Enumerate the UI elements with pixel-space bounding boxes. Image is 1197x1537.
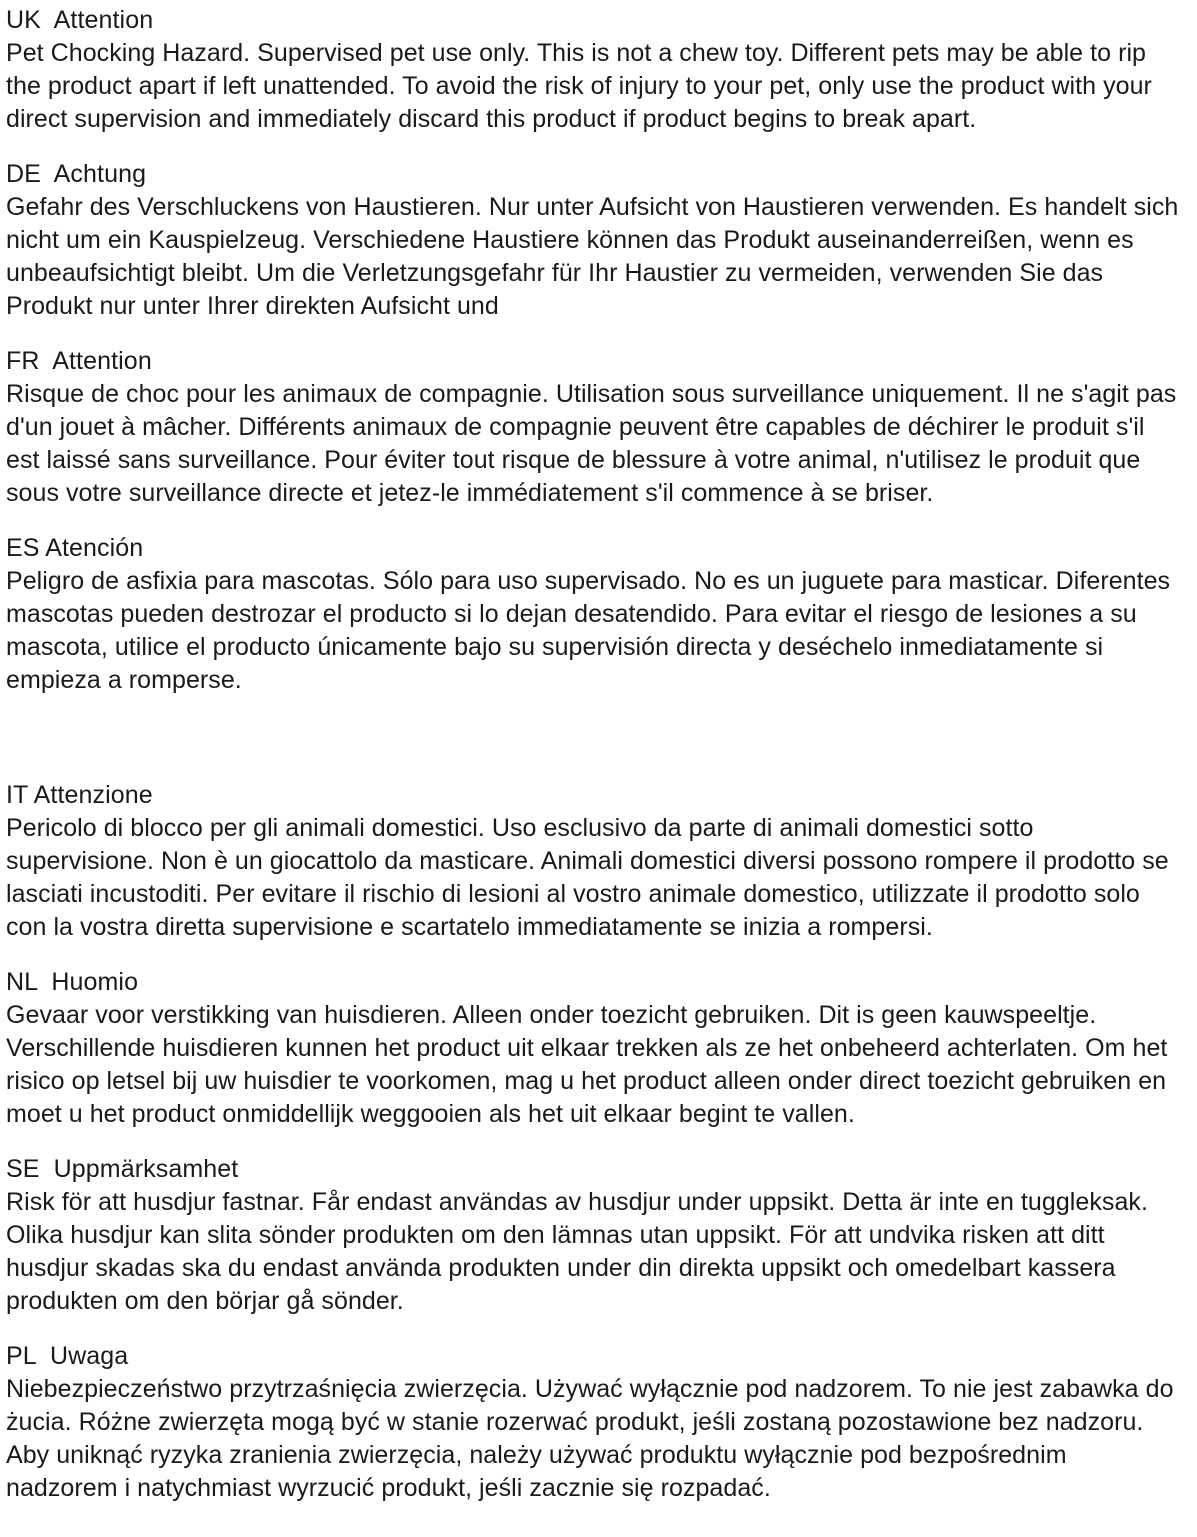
warning-section-body: Peligro de asfixia para mascotas. Sólo para uso supervisado. No es un juguete para masticar. Diferentes mascotas pueden destrozar el producto si lo dejan desatendido. Para evitar el riesgo de lesiones a su mascota, utilice el producto únicamente bajo su supervisión directa y deséchelo inmediatamente si empieza a romperse. <box>6 567 1171 694</box>
warning-section-nl <box>6 966 1179 1131</box>
warning-section-body: Pericolo di blocco per gli animali domestici. Uso esclusivo da parte di animali domestici sotto supervisione. Non è un giocattolo da masticare. Animali domestici diversi possono rompere il prodotto se lasciati incustoditi. Per evitare il rischio di lesioni al vostro animale domestico, utilizzate il prodotto solo con la vostra diretta supervisione e scartatelo immediatamente se inizia a rompersi. <box>6 814 1169 941</box>
warning-section-title: DE Achtung <box>6 160 147 188</box>
warning-section-title: PL Uwaga <box>6 1342 129 1370</box>
warning-section-body: Pet Chocking Hazard. Supervised pet use only. This is not a chew toy. Different pets may be able to rip the product apart if left unattended. To avoid the risk of injury to your pet, only use the product with your direct supervision and immediately discard this product if product begins to break apart. <box>6 39 1152 133</box>
warning-section-fr <box>6 345 1179 510</box>
warning-section-es <box>6 532 1179 697</box>
warning-section-title: FR Attention <box>6 347 152 375</box>
warning-section-uk <box>6 4 1179 136</box>
warning-section-title: NL Huomio <box>6 968 139 996</box>
warning-section-body: Risque de choc pour les animaux de compagnie. Utilisation sous surveillance uniquement. Il ne s'agit pas d'un jouet à mâcher. Différents animaux de compagnie peuvent être capables de déchirer le produit s'il est laissé sans surveillance. Pour éviter tout risque de blessure à votre animal, n'utilisez le produit que sous votre surveillance directe et jetez-le immédiatement s'il commence à se briser. <box>6 380 1177 507</box>
warning-section-body: Gefahr des Verschluckens von Haustieren. Nur unter Aufsicht von Haustieren verwenden. Es handelt sich nicht um ein Kauspielzeug. Verschiedene Haustiere können das Produkt auseinanderreißen, wenn es unbeaufsichtigt bleibt. Um die Verletzungsgefahr für Ihr Haustier zu vermeiden, verwenden Sie das Produkt nur unter Ihrer direkten Aufsicht und <box>6 193 1179 320</box>
warning-section-se <box>6 1153 1179 1318</box>
warning-section-pl <box>6 1340 1179 1505</box>
warning-section-title: SE Uppmärksamhet <box>6 1155 239 1183</box>
warning-section-title: UK Attention <box>6 6 154 34</box>
warning-section-de <box>6 158 1179 323</box>
warning-section-it <box>6 779 1179 944</box>
warning-section-title: ES Atención <box>6 534 144 562</box>
warning-section-body: Gevaar voor verstikking van huisdieren. Alleen onder toezicht gebruiken. Dit is geen kauwspeeltje. Verschillende huisdieren kunnen het product uit elkaar trekken als ze het onbeheerd achterlaten. Om het risico op letsel bij uw huisdier te voorkomen, mag u het product alleen onder direct toezicht gebruiken en moet u het product onmiddellijk weggooien als het uit elkaar begint te vallen. <box>6 1001 1168 1128</box>
warning-section-body: Risk för att husdjur fastnar. Får endast användas av husdjur under uppsikt. Detta är inte en tuggleksak. Olika husdjur kan slita sönder produkten om den lämnas utan uppsikt. För att undvika risken att ditt husdjur skadas ska du endast använda produkten under din direkta uppsikt och omedelbart kassera produkten om den börjar gå sönder. <box>6 1188 1148 1315</box>
warning-section-body: Niebezpieczeństwo przytrzaśnięcia zwierzęcia. Używać wyłącznie pod nadzorem. To nie jest zabawka do żucia. Różne zwierzęta mogą być w stanie rozerwać produkt, jeśli zostaną pozostawione bez nadzoru. Aby uniknąć ryzyka zranienia zwierzęcia, należy używać produktu wyłącznie pod bezpośrednim nadzorem i natychmiast wyrzucić produkt, jeśli zacznie się rozpadać. <box>6 1375 1174 1502</box>
warning-section-title: IT Attenzione <box>6 781 153 809</box>
